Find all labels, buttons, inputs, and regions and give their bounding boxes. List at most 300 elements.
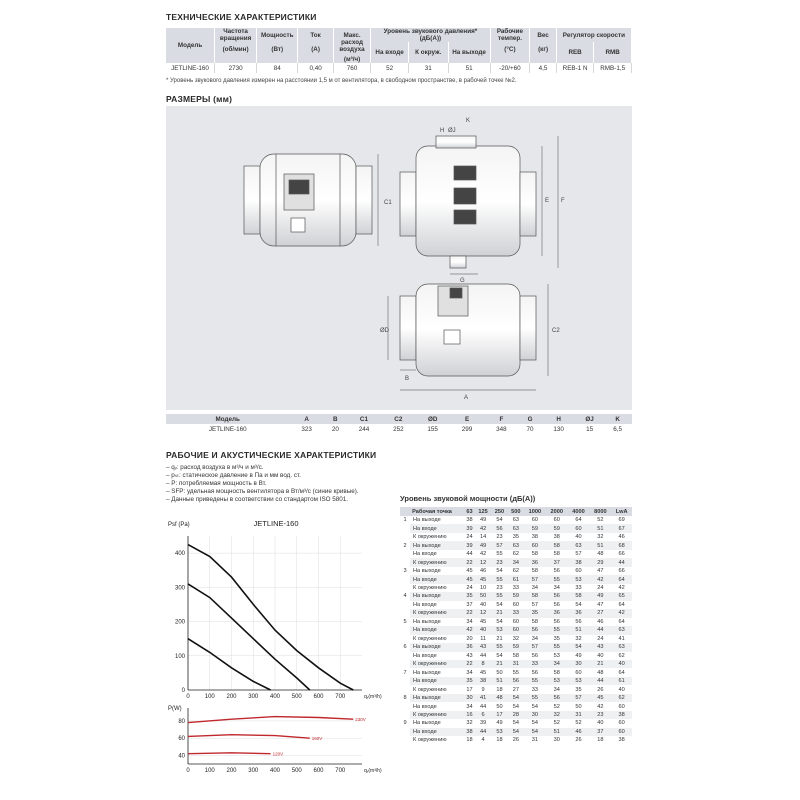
sound-power-value: 23 [491, 533, 507, 541]
sound-power-value: 38 [611, 736, 632, 744]
sound-power-value: 40 [611, 685, 632, 693]
sound-power-col-header: 1000 [524, 507, 546, 516]
sound-power-value: 59 [524, 524, 546, 532]
spec-title: ТЕХНИЧЕСКИЕ ХАРАКТЕРИСТИКИ [166, 12, 317, 22]
dim-c2: 252 [393, 425, 404, 433]
measurement-location: К окружению [410, 711, 464, 719]
chart-title: JETLINE-160 [253, 519, 299, 528]
y-tick-label: 60 [178, 736, 185, 743]
sound-power-value: 6 [475, 711, 491, 719]
sound-power-value: 63 [568, 541, 590, 549]
operating-point-number: 3 [400, 567, 410, 575]
sound-power-value: 34 [464, 618, 475, 626]
operating-point-number: 4 [400, 592, 410, 600]
sound-power-value: 60 [508, 618, 524, 626]
x-tick-label: 500 [291, 694, 302, 700]
operating-point-number [400, 711, 410, 719]
sound-power-row [400, 728, 632, 736]
operating-point-number [400, 601, 410, 609]
spec-h-temp: Рабочие темпер. [490, 28, 530, 42]
measurement-location: На входе [410, 626, 464, 634]
operating-point-number: 8 [400, 694, 410, 702]
sound-power-value: 67 [611, 524, 632, 532]
measurement-location: На выходе [410, 694, 464, 702]
spec-model: JETLINE-160 [166, 63, 215, 73]
sound-power-value: 38 [524, 533, 546, 541]
sound-power-value: 56 [568, 618, 590, 626]
sound-power-value: 27 [589, 609, 611, 617]
sound-power-value: 12 [475, 558, 491, 566]
sound-power-value: 36 [464, 643, 475, 651]
spec-h-speed: Частота вращения [215, 28, 257, 42]
sound-power-value: 64 [611, 668, 632, 676]
dim-label-b: B [405, 376, 410, 382]
dim-label-j: ØJ [448, 128, 456, 134]
spec-h-temp-unit: (°C) [490, 42, 530, 56]
dimensions-table-row [166, 424, 632, 434]
sound-power-value: 41 [611, 635, 632, 643]
sound-power-value: 57 [568, 694, 590, 702]
sound-power-value: 62 [611, 694, 632, 702]
sound-power-col-header: 8000 [589, 507, 611, 516]
measurement-location: К окружению [410, 685, 464, 693]
sound-power-row [400, 660, 632, 668]
sound-power-value: 32 [508, 635, 524, 643]
sound-power-value: 51 [491, 677, 507, 685]
sound-power-value: 11 [475, 635, 491, 643]
sound-power-value: 62 [508, 550, 524, 558]
operating-point-number [400, 609, 410, 617]
dim-model: JETLINE-160 [208, 425, 247, 433]
sound-power-value: 64 [611, 618, 632, 626]
sound-power-value: 27 [508, 685, 524, 693]
pressure-chart [166, 514, 388, 704]
sound-power-value: 57 [524, 575, 546, 583]
spec-speed: 2730 [215, 63, 257, 73]
x-tick-label: 100 [204, 694, 215, 700]
sound-power-col-header: 500 [508, 507, 524, 516]
sound-power-value: 22 [464, 660, 475, 668]
sound-power-value: 26 [589, 685, 611, 693]
x-tick-label: 0 [186, 694, 190, 700]
sound-power-value: 45 [475, 668, 491, 676]
sound-power-value: 64 [568, 516, 590, 524]
spec-power: 84 [257, 63, 298, 73]
sound-power-value: 60 [611, 728, 632, 736]
sound-power-value: 50 [568, 702, 590, 710]
sound-power-value: 35 [464, 592, 475, 600]
sound-power-row [400, 652, 632, 660]
sound-power-value: 35 [464, 677, 475, 685]
spec-h-airflow: Макс. расход воздуха [333, 28, 371, 56]
sound-power-value: 40 [475, 626, 491, 634]
spec-h-weight-unit: (кг) [530, 42, 557, 56]
spec-h-rmb: RMB [594, 42, 632, 63]
sound-power-value: 43 [475, 643, 491, 651]
sound-power-value: 47 [589, 601, 611, 609]
front-view-drawing [244, 154, 392, 246]
series-line-230V [188, 717, 353, 723]
measurement-location: На выходе [410, 592, 464, 600]
sound-power-value: 42 [464, 626, 475, 634]
sound-power-value: 49 [568, 652, 590, 660]
bottom-view-drawing [380, 284, 560, 401]
sound-power-value: 44 [611, 558, 632, 566]
sound-power-value: 56 [546, 601, 568, 609]
dim-c1: 244 [358, 425, 370, 433]
sound-power-value: 57 [491, 541, 507, 549]
sound-power-value: 24 [589, 584, 611, 592]
dim-h-g: G [519, 414, 542, 424]
sound-power-value: 55 [491, 550, 507, 558]
sound-power-value: 12 [475, 609, 491, 617]
legend-item: – P: потребляемая мощность в Вт. [166, 480, 267, 487]
operating-point-number [400, 685, 410, 693]
operating-point-number: 7 [400, 668, 410, 676]
sound-power-value: 38 [546, 533, 568, 541]
sound-power-value: 61 [508, 575, 524, 583]
spec-h-sound-out: На выходе [448, 42, 490, 63]
sound-power-col-header: LwA [611, 507, 632, 516]
sound-power-value: 18 [491, 736, 507, 744]
sound-power-value: 54 [524, 728, 546, 736]
operating-point-number [400, 575, 410, 583]
sound-power-value: 49 [475, 541, 491, 549]
sound-power-value: 48 [491, 694, 507, 702]
dim-label-e: E [545, 198, 550, 204]
sound-power-value: 22 [464, 558, 475, 566]
sound-power-value: 37 [546, 558, 568, 566]
sound-power-value: 65 [611, 592, 632, 600]
measurement-location: К окружению [410, 635, 464, 643]
sound-power-value: 51 [589, 541, 611, 549]
sound-power-value: 44 [475, 728, 491, 736]
measurement-location: На входе [410, 652, 464, 660]
performance-title: РАБОЧИЕ И АКУСТИЧЕСКИЕ ХАРАКТЕРИСТИКИ [166, 450, 377, 460]
sound-power-value: 37 [464, 601, 475, 609]
sound-power-value: 68 [611, 541, 632, 549]
dim-label-c2: C2 [552, 328, 560, 334]
sound-power-title: Уровень звуковой мощности (дБ(А)) [400, 494, 536, 503]
dim-h-e: E [450, 414, 484, 424]
dimensions-table [166, 414, 632, 434]
sound-power-value: 16 [464, 711, 475, 719]
dim-j: 15 [586, 425, 594, 433]
dim-label-k: K [466, 118, 471, 124]
x-tick-label: 700 [335, 694, 346, 700]
sound-power-value: 62 [508, 567, 524, 575]
sound-power-value: 42 [589, 575, 611, 583]
spec-h-current-unit: (А) [298, 42, 333, 56]
sound-power-value: 63 [508, 524, 524, 532]
sound-power-value: 49 [491, 719, 507, 727]
dim-label-g: G [460, 278, 465, 284]
operating-point-number [400, 584, 410, 592]
sound-power-value: 26 [508, 736, 524, 744]
sound-power-value: 45 [475, 618, 491, 626]
sound-power-value: 57 [524, 643, 546, 651]
x-tick-label: 200 [226, 694, 237, 700]
dim-h-h: H [542, 414, 576, 424]
sound-power-value: 60 [568, 567, 590, 575]
operating-point-number [400, 652, 410, 660]
sound-power-col-header: Рабочая точка [400, 507, 464, 516]
operating-point-number [400, 524, 410, 532]
sound-power-value: 60 [568, 524, 590, 532]
sound-power-value: 56 [524, 652, 546, 660]
sound-power-value: 58 [524, 618, 546, 626]
operating-point-number [400, 558, 410, 566]
sound-power-value: 56 [524, 626, 546, 634]
sound-power-value: 54 [491, 652, 507, 660]
sound-power-value: 56 [546, 567, 568, 575]
spec-rmb: RMB-1,5 [594, 63, 632, 73]
spec-h-current: Ток [298, 28, 333, 42]
measurement-location: К окружению [410, 584, 464, 592]
operating-point-number [400, 677, 410, 685]
sound-power-row [400, 736, 632, 744]
sound-power-value: 10 [475, 584, 491, 592]
sound-power-value: 63 [611, 643, 632, 651]
x-tick-label: 600 [313, 694, 324, 700]
spec-h-regulator: Регулятор скорости [556, 28, 631, 42]
dim-a: 323 [301, 425, 312, 433]
sound-power-value: 35 [568, 685, 590, 693]
y-tick-label: 200 [174, 619, 185, 626]
dim-g: 70 [526, 425, 534, 433]
sound-power-value: 52 [546, 702, 568, 710]
x-tick-label: 500 [291, 768, 302, 774]
sound-power-value: 45 [475, 575, 491, 583]
sound-power-row [400, 711, 632, 719]
sound-power-value: 59 [546, 524, 568, 532]
sound-power-value: 33 [524, 660, 546, 668]
x-axis-label: qᵥ(m³/h) [364, 694, 382, 700]
x-tick-label: 400 [269, 694, 281, 700]
sound-power-value: 34 [464, 668, 475, 676]
measurement-location: На входе [410, 728, 464, 736]
sound-power-value: 45 [464, 567, 475, 575]
spec-note: * Уровень звукового давления измерен на расстоянии 1,5 м от вентилятора, в свободном пространстве, в рабочей точке №2. [166, 78, 517, 84]
sound-power-value: 48 [589, 668, 611, 676]
spec-h-sound-in: На входе [371, 42, 409, 63]
sound-power-value: 23 [589, 711, 611, 719]
sound-power-value: 63 [508, 516, 524, 524]
spec-h-power: Мощность [257, 28, 298, 42]
sound-power-value: 40 [589, 719, 611, 727]
sound-power-row [400, 601, 632, 609]
spec-h-sound: Уровень звукового давления* (дБ(А)) [371, 28, 490, 42]
sound-power-row [400, 584, 632, 592]
measurement-location: На выходе [410, 541, 464, 549]
sound-power-value: 34 [524, 584, 546, 592]
sound-power-value: 18 [464, 736, 475, 744]
sound-power-row [400, 694, 632, 702]
sound-power-value: 69 [611, 516, 632, 524]
measurement-location: На выходе [410, 719, 464, 727]
spec-sound-in: 52 [371, 63, 409, 73]
dim-h-model: Модель [166, 414, 290, 424]
measurement-location: К окружению [410, 609, 464, 617]
sound-power-value: 55 [491, 575, 507, 583]
sound-power-row [400, 516, 632, 524]
sound-power-value: 60 [508, 626, 524, 634]
sound-power-value: 46 [475, 567, 491, 575]
sound-power-value: 21 [491, 660, 507, 668]
measurement-location: На выходе [410, 516, 464, 524]
y-tick-label: 400 [174, 551, 185, 558]
legend-item: – SFP: удельная мощность вентилятора в Вт/м³/с (синие кривые). [166, 488, 359, 495]
dim-label-c1: C1 [384, 200, 392, 206]
spec-h-speed-unit: (об/мин) [215, 42, 257, 56]
sound-power-value: 60 [508, 601, 524, 609]
sound-power-value: 42 [611, 584, 632, 592]
sound-power-value: 53 [491, 626, 507, 634]
sound-power-value: 58 [508, 652, 524, 660]
sound-power-value: 58 [524, 592, 546, 600]
performance-legend [166, 464, 406, 504]
measurement-location: К окружению [410, 533, 464, 541]
sound-power-value: 45 [464, 575, 475, 583]
sound-power-value: 31 [524, 736, 546, 744]
measurement-location: На входе [410, 677, 464, 685]
legend-item: – qᵥ: расход воздуха в м³/ч и м³/с. [166, 464, 264, 471]
sound-power-value: 55 [546, 626, 568, 634]
dim-h-j: ØJ [576, 414, 603, 424]
sound-power-row [400, 677, 632, 685]
y-tick-label: 40 [178, 753, 185, 760]
dim-d: 155 [427, 425, 438, 433]
sound-power-row [400, 592, 632, 600]
operating-point-number [400, 660, 410, 668]
legend-item: – pₛₜ: статическое давление в Па и мм вод. ст. [166, 472, 301, 479]
x-tick-label: 200 [226, 768, 237, 774]
spec-h-model: Модель [166, 28, 215, 63]
sound-power-value: 63 [508, 541, 524, 549]
sound-power-value: 35 [508, 533, 524, 541]
operating-point-number [400, 635, 410, 643]
sound-power-value: 55 [524, 677, 546, 685]
sound-power-value: 44 [589, 677, 611, 685]
sound-power-value: 50 [491, 668, 507, 676]
sound-power-value: 58 [524, 567, 546, 575]
sound-power-value: 46 [589, 618, 611, 626]
sound-power-value: 38 [568, 558, 590, 566]
sound-power-value: 63 [611, 626, 632, 634]
sound-power-value: 24 [464, 584, 475, 592]
sound-power-value: 51 [546, 728, 568, 736]
sound-power-value: 58 [568, 592, 590, 600]
operating-point-number [400, 736, 410, 744]
sound-power-value: 49 [475, 516, 491, 524]
y-tick-label: 0 [181, 688, 185, 694]
sound-power-value: 24 [589, 635, 611, 643]
measurement-location: К окружению [410, 660, 464, 668]
sound-power-value: 38 [611, 711, 632, 719]
dim-h-f: F [484, 414, 518, 424]
x-tick-label: 300 [248, 694, 259, 700]
sound-power-row [400, 541, 632, 549]
sound-power-value: 17 [491, 711, 507, 719]
sound-power-value: 54 [508, 728, 524, 736]
sound-power-value: 28 [508, 711, 524, 719]
sound-power-value: 37 [589, 728, 611, 736]
sound-power-value: 55 [508, 668, 524, 676]
operating-point-number [400, 550, 410, 558]
spec-sound-env: 31 [408, 63, 448, 73]
sound-power-value: 44 [589, 626, 611, 634]
side-view-drawing [400, 118, 565, 284]
spec-h-airflow-unit: (м³/ч) [333, 56, 371, 63]
sound-power-value: 18 [491, 685, 507, 693]
sound-power-value: 54 [568, 601, 590, 609]
sound-power-value: 58 [546, 668, 568, 676]
sound-power-value: 38 [475, 677, 491, 685]
sound-power-value: 53 [491, 728, 507, 736]
sound-power-value: 58 [546, 541, 568, 549]
sound-power-value: 55 [546, 575, 568, 583]
sound-power-value: 54 [508, 719, 524, 727]
sound-power-value: 32 [568, 635, 590, 643]
sound-power-value: 42 [475, 524, 491, 532]
sound-power-value: 62 [611, 652, 632, 660]
operating-point-number: 5 [400, 618, 410, 626]
spec-weight: 4,5 [530, 63, 557, 73]
sound-power-value: 60 [611, 719, 632, 727]
dimensions-drawing-area [166, 106, 632, 410]
sound-power-value: 56 [546, 592, 568, 600]
measurement-location: На входе [410, 601, 464, 609]
sound-power-value: 40 [568, 533, 590, 541]
sound-power-value: 54 [491, 618, 507, 626]
sound-power-value: 34 [546, 660, 568, 668]
sound-power-value: 35 [546, 635, 568, 643]
sound-power-value: 43 [464, 652, 475, 660]
sound-power-value: 23 [491, 584, 507, 592]
sound-power-value: 17 [464, 685, 475, 693]
sound-power-value: 33 [508, 584, 524, 592]
sound-power-value: 50 [475, 592, 491, 600]
dim-label-f: F [561, 198, 565, 204]
x-tick-label: 700 [335, 768, 346, 774]
sound-power-value: 32 [589, 533, 611, 541]
sound-power-value: 58 [524, 550, 546, 558]
sound-power-value: 40 [475, 601, 491, 609]
sound-power-value: 64 [611, 601, 632, 609]
spec-h-weight: Вес [530, 28, 557, 42]
measurement-location: На выходе [410, 643, 464, 651]
sound-power-value: 36 [568, 609, 590, 617]
sound-power-value: 34 [524, 635, 546, 643]
sound-power-value: 33 [568, 584, 590, 592]
sound-power-value: 42 [589, 702, 611, 710]
sound-power-value: 52 [589, 516, 611, 524]
sound-power-value: 54 [491, 601, 507, 609]
sound-power-value: 21 [491, 609, 507, 617]
spec-current: 0,40 [298, 63, 333, 73]
sound-power-value: 43 [589, 643, 611, 651]
sound-power-value: 57 [568, 550, 590, 558]
dim-h-c1: C1 [347, 414, 381, 424]
measurement-location: К окружению [410, 736, 464, 744]
series-label: 160V [311, 736, 323, 742]
sound-power-value: 60 [524, 541, 546, 549]
sound-power-value: 64 [611, 575, 632, 583]
sound-power-row [400, 702, 632, 710]
operating-point-number [400, 728, 410, 736]
spec-airflow: 760 [333, 63, 371, 73]
sound-power-value: 51 [589, 524, 611, 532]
